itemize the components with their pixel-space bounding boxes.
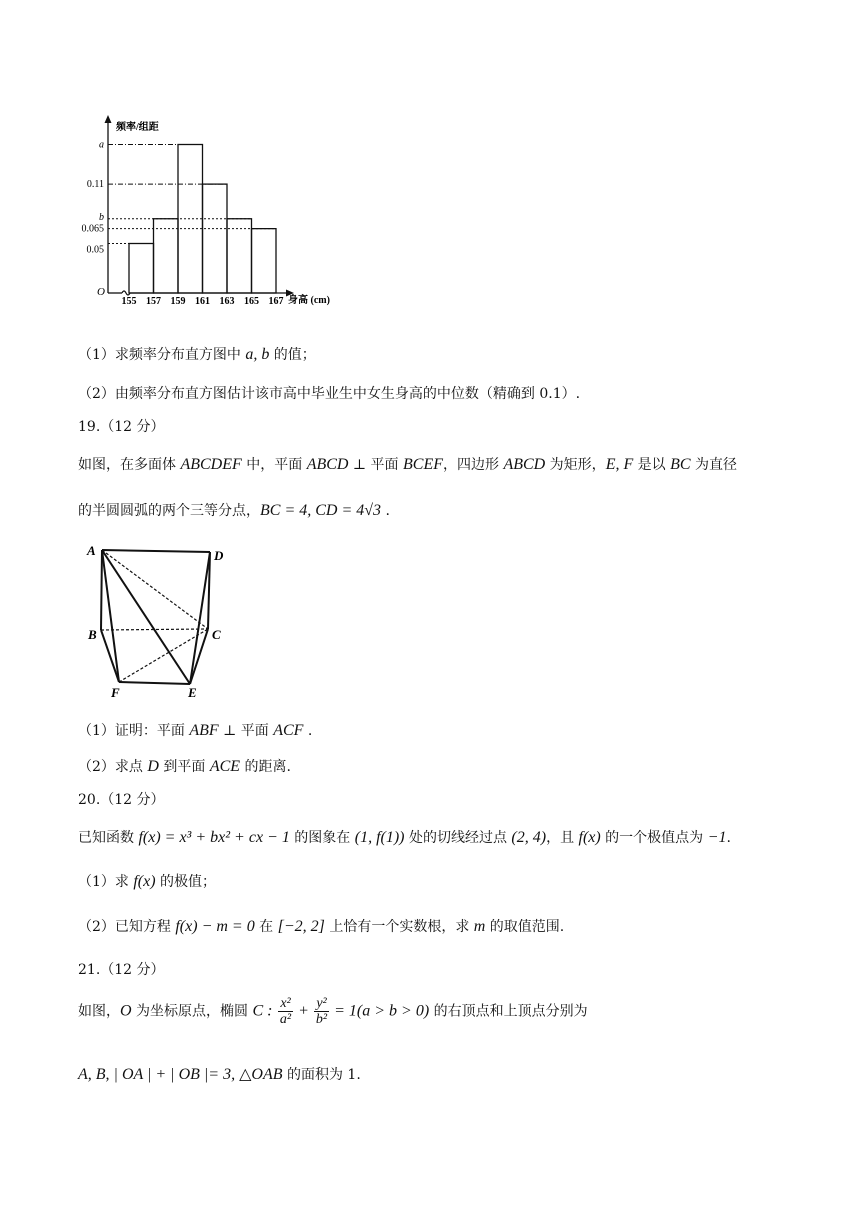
histogram-bar (203, 184, 228, 293)
histogram-bar (129, 244, 154, 294)
edge-FE (119, 682, 190, 684)
vertex-label-D: D (214, 548, 224, 563)
q18-part-1: （1）求频率分布直方图中 a, b 的值； (78, 346, 316, 363)
histogram-bar (252, 229, 277, 293)
edge-AE (102, 550, 190, 684)
y-tick-label: b (99, 211, 104, 223)
edge-EC (190, 629, 208, 684)
q20-part-1: （1）求 f(x) 的极值； (78, 873, 217, 890)
edge-AB (101, 550, 102, 630)
q18-part-2: （2）由频率分布直方图估计该市高中毕业生中女生身高的中位数（精确到 0.1）. (78, 386, 581, 402)
x-tick-label: 167 (268, 296, 284, 307)
vertex-label-E: E (188, 685, 197, 700)
vertex-label-B: B (88, 627, 97, 642)
x-tick-label: 161 (195, 296, 210, 307)
hidden-edge-AC (102, 550, 208, 629)
frequency-histogram (70, 108, 360, 313)
q20-statement: 已知函数 f(x) = x³ + bx² + cx − 1 的图象在 (1, f(1)) 处的切线经过点 (2, 4)，且 f(x) 的一个极值点为 −1. (78, 829, 731, 846)
y-tick-label: 0.065 (81, 223, 104, 235)
y-tick-label: 0.11 (86, 179, 104, 191)
y-axis-arrow (105, 115, 112, 123)
q19-part-2: （2）求点 D 到平面 ACE 的距离. (78, 758, 291, 775)
q19-statement-line-1: 如图，在多面体 ABCDEF 中，平面 ABCD ⊥ 平面 BCEF，四边形 ABCD 为矩形，E, F 是以 BC 为直径 (78, 456, 738, 473)
histogram-bar (154, 219, 179, 293)
q20-header: 20.（12 分） (78, 792, 165, 808)
edge-AF (102, 550, 119, 682)
x-axis-title: 身高 (cm) (288, 295, 330, 306)
y-tick-label: a (99, 139, 104, 151)
q19-header: 19.（12 分） (78, 419, 165, 435)
y-tick-label: 0.05 (86, 244, 104, 256)
x-tick-label: 165 (244, 296, 259, 307)
edge-AD (102, 550, 210, 552)
q19-part-1: （1）证明：平面 ABF ⊥ 平面 ACF . (78, 722, 313, 739)
q21-statement-line-2: A, B, | OA | + | OB |= 3, △OAB 的面积为 1. (78, 1066, 361, 1083)
q21-header: 21.（12 分） (78, 962, 165, 978)
polyhedron-figure (84, 540, 234, 702)
vertex-label-C: C (212, 627, 221, 642)
x-tick-label: 157 (146, 296, 161, 307)
q20-part-2: （2）已知方程 f(x) − m = 0 在 [−2, 2] 上恰有一个实数根，求 m 的取值范围. (78, 918, 565, 935)
x-tick-label: 155 (121, 296, 137, 307)
fraction-y-over-b: $\frac{\text{y²}}{\text{b²}}$ (315, 996, 328, 1027)
vertex-label-A: A (87, 543, 96, 558)
y-axis-title: 频率/组距 (116, 122, 159, 133)
q21-statement-line-1: 如图，O 为坐标原点，椭圆 C : $\frac{\text{x²}}{\text{a²}}$ + $\frac{\text{y²}}{\text{b²}}$ = 1(a > b > 0) 的右顶点和上顶点分别为 (78, 996, 588, 1027)
origin-label: O (97, 286, 105, 298)
x-tick-label: 159 (170, 296, 186, 307)
edge-DE (190, 552, 210, 684)
vertex-label-F: F (111, 685, 120, 700)
histogram-bar (227, 219, 252, 293)
x-tick-label: 163 (219, 296, 235, 307)
q19-statement-line-2: 的半圆圆弧的两个三等分点，BC = 4, CD = 4√3 . (78, 502, 390, 519)
fraction-x-over-a: $\frac{\text{x²}}{\text{a²}}$ (279, 996, 292, 1027)
